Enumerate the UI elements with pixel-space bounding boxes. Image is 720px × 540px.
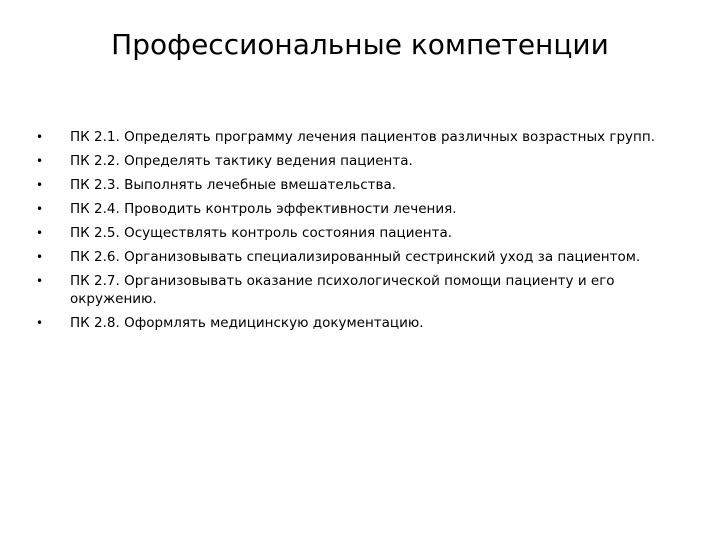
bullet-icon: •: [36, 154, 44, 168]
list-item-text: ПК 2.2. Определять тактику ведения пациента.: [70, 153, 413, 169]
list-item: [36, 314, 696, 332]
list-item-text: ПК 2.3. Выполнять лечебные вмешательства.: [70, 177, 397, 193]
list-item: [36, 128, 696, 146]
list-item: [36, 224, 696, 242]
bullet-icon: •: [36, 130, 44, 144]
list-item: [36, 248, 696, 266]
bullet-icon: •: [36, 202, 44, 216]
bullet-icon: •: [36, 226, 44, 240]
bullet-icon: •: [36, 178, 44, 192]
bullet-icon: •: [36, 274, 44, 288]
list-item-text: ПК 2.4. Проводить контроль эффективности лечения.: [70, 201, 457, 217]
list-item-text: ПК 2.1. Определять программу лечения пациентов различных возрастных групп.: [70, 129, 655, 145]
list-item: [36, 200, 696, 218]
competency-list: [36, 128, 696, 338]
bullet-icon: •: [36, 250, 44, 264]
list-item-text: ПК 2.8. Оформлять медицинскую документацию.: [70, 315, 424, 331]
list-item-text: ПК 2.6. Организовывать специализированный сестринский уход за пациентом.: [70, 249, 641, 265]
list-item: [36, 152, 696, 170]
list-item: [36, 272, 696, 308]
list-item-text: ПК 2.7. Организовывать оказание психологической помощи пациенту и его окружению.: [70, 273, 615, 307]
bullet-icon: •: [36, 316, 44, 330]
list-item-text: ПК 2.5. Осуществлять контроль состояния пациента.: [70, 225, 453, 241]
slide-title: Профессиональные компетенции: [111, 28, 609, 61]
list-item: [36, 176, 696, 194]
